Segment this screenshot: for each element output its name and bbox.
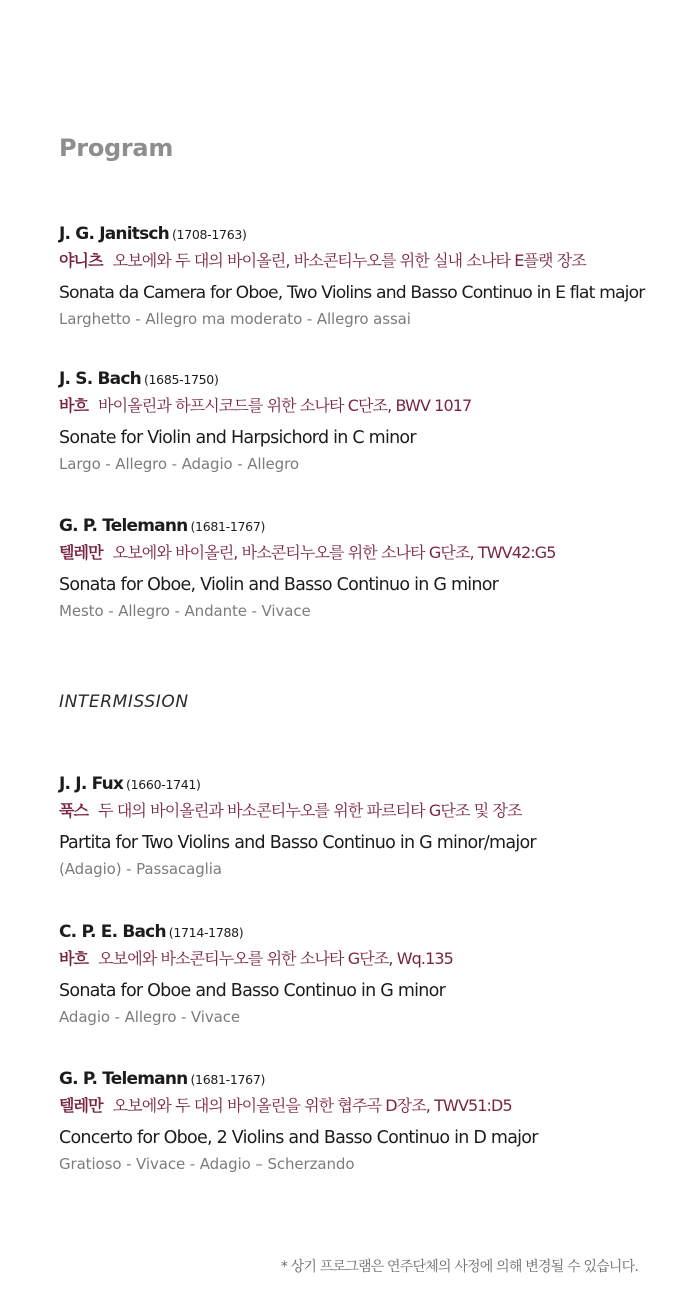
composer-line xyxy=(59,224,689,244)
korean-title-line xyxy=(59,393,689,416)
korean-title: 바이올린과 하프시코드를 위한 소나타 C단조, BWV 1017 xyxy=(98,396,472,415)
program-piece xyxy=(59,224,689,328)
composer-line xyxy=(59,922,689,942)
composer-name: G. P. Telemann xyxy=(59,516,188,536)
composer-line xyxy=(59,774,689,794)
korean-title: 오보에와 두 대의 바이올린, 바소콘티누오를 위한 실내 소나타 E플랫 장조 xyxy=(112,251,586,270)
movements: Adagio - Allegro - Vivace xyxy=(59,1008,240,1026)
korean-composer-name: 바흐 xyxy=(59,396,89,415)
composer-years: (1660-1741) xyxy=(126,777,201,792)
english-title: Concerto for Oboe, 2 Violins and Basso Continuo in D major xyxy=(59,1128,538,1148)
korean-composer-name: 푹스 xyxy=(59,801,89,820)
composer-years: (1714-1788) xyxy=(168,925,244,940)
composer-years: (1708-1763) xyxy=(171,227,247,242)
composer-line xyxy=(59,369,689,389)
korean-title-line xyxy=(59,540,689,563)
movements: Gratioso - Vivace - Adagio – Scherzando xyxy=(59,1155,355,1173)
korean-composer-name: 바흐 xyxy=(59,949,89,968)
movements: Largo - Allegro - Adagio - Allegro xyxy=(59,455,299,473)
composer-name: J. G. Janitsch xyxy=(59,224,169,244)
movements: (Adagio) - Passacaglia xyxy=(59,860,222,878)
korean-title: 오보에와 바소콘티누오를 위한 소나타 G단조, Wq.135 xyxy=(98,949,453,968)
korean-title-line xyxy=(59,248,689,271)
english-title: Sonate for Violin and Harpsichord in C minor xyxy=(59,428,416,448)
english-title: Partita for Two Violins and Basso Continuo in G minor/major xyxy=(59,833,536,853)
composer-years: (1685-1750) xyxy=(143,372,219,387)
korean-title: 오보에와 바이올린, 바소콘티누오를 위한 소나타 G단조, TWV42:G5 xyxy=(112,543,556,562)
movements: Mesto - Allegro - Andante - Vivace xyxy=(59,602,311,620)
composer-name: J. J. Fux xyxy=(59,774,124,794)
korean-title-line xyxy=(59,946,689,969)
composer-line xyxy=(59,516,689,536)
composer-name: C. P. E. Bach xyxy=(59,922,166,942)
korean-composer-name: 텔레만 xyxy=(59,1096,103,1115)
korean-title-line xyxy=(59,798,689,821)
composer-years: (1681-1767) xyxy=(190,519,266,534)
korean-composer-name: 야니츠 xyxy=(59,251,103,270)
korean-title: 두 대의 바이올린과 바소콘티누오를 위한 파르티타 G단조 및 장조 xyxy=(98,801,522,820)
program-piece xyxy=(59,369,689,473)
composer-name: J. S. Bach xyxy=(59,369,141,389)
korean-title: 오보에와 두 대의 바이올린을 위한 협주곡 D장조, TWV51:D5 xyxy=(112,1096,512,1115)
composer-line xyxy=(59,1069,689,1089)
english-title: Sonata for Oboe, Violin and Basso Continuo in G minor xyxy=(59,575,499,595)
korean-composer-name: 텔레만 xyxy=(59,543,103,562)
program-piece xyxy=(59,516,689,620)
english-title: Sonata da Camera for Oboe, Two Violins and Basso Continuo in E flat major xyxy=(59,283,645,303)
korean-title-line xyxy=(59,1093,689,1116)
english-title: Sonata for Oboe and Basso Continuo in G minor xyxy=(59,981,446,1001)
composer-years: (1681-1767) xyxy=(190,1072,266,1087)
page-title: Program xyxy=(59,134,174,162)
composer-name: G. P. Telemann xyxy=(59,1069,188,1089)
program-piece xyxy=(59,1069,689,1173)
footnote: * 상기 프로그램은 연주단체의 사정에 의해 변경될 수 있습니다. xyxy=(280,1259,638,1275)
intermission-label: INTERMISSION xyxy=(59,692,189,712)
movements: Larghetto - Allegro ma moderato - Allegro assai xyxy=(59,310,411,328)
program-piece xyxy=(59,774,689,878)
program-piece xyxy=(59,922,689,1026)
